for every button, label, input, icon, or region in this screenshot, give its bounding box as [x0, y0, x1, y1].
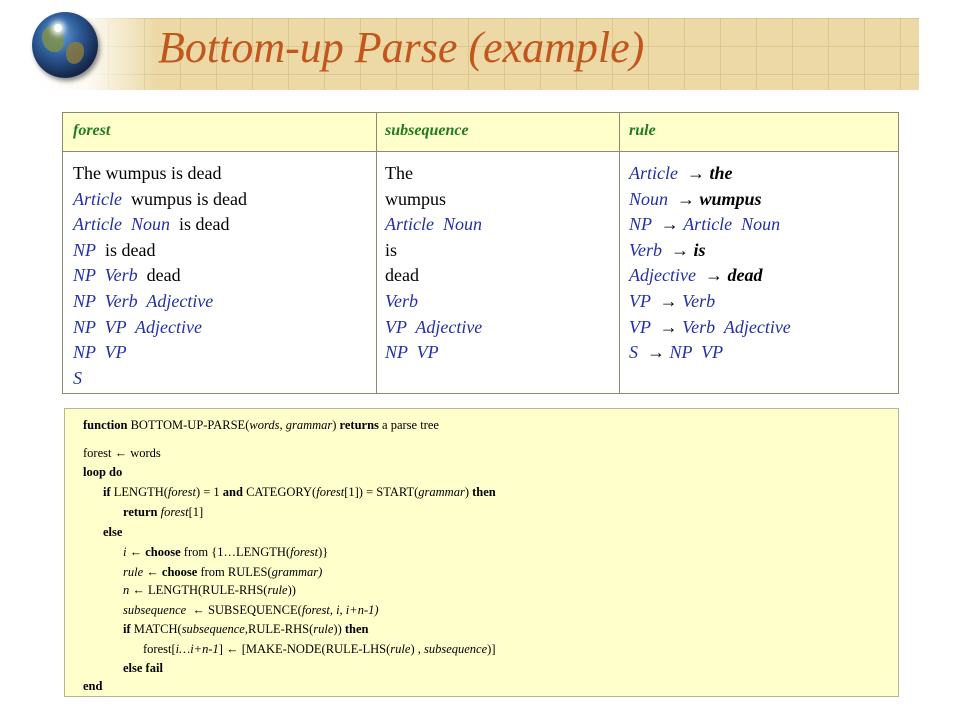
algorithm-text: rule: [390, 642, 411, 656]
table-text: wumpus is dead: [121, 188, 247, 209]
globe-shine: [54, 24, 62, 32]
slide-title: Bottom-up Parse (example): [158, 23, 645, 72]
algorithm-text: grammar: [418, 485, 465, 499]
algorithm-line: [123, 622, 368, 637]
subsequence-row: [385, 340, 482, 366]
algorithm-text: ] ← [MAKE-NODE(RULE-LHS(: [218, 642, 391, 656]
table-text: →: [656, 214, 684, 235]
algorithm-text: MATCH(: [130, 622, 182, 636]
table-text: →: [666, 239, 694, 260]
table-text: NP VP: [73, 342, 127, 363]
table-text: →: [700, 265, 728, 286]
algorithm-text: LENGTH(: [110, 485, 168, 499]
table-text: the: [709, 163, 733, 183]
algorithm-text: function: [83, 418, 128, 432]
algorithm-line: [83, 465, 122, 480]
algorithm-text: if: [123, 622, 131, 636]
forest-row: [73, 161, 247, 187]
parse-table: [62, 112, 899, 394]
algorithm-text: words, grammar: [249, 418, 333, 432]
algorithm-text: ) ,: [410, 642, 424, 656]
algorithm-text: forest: [167, 485, 196, 499]
algorithm-text: choose: [161, 565, 198, 579]
algorithm-text: forest ← words: [83, 446, 161, 460]
globe-land: [66, 42, 84, 64]
table-text: Article Noun: [385, 214, 482, 235]
algorithm-line: [123, 565, 322, 580]
table-text: NP Verb: [73, 265, 138, 286]
rule-row: [629, 340, 791, 366]
algorithm-text: [1]: [188, 505, 204, 519]
algorithm-text: )]: [487, 642, 496, 656]
algorithm-text: ): [464, 485, 473, 499]
algorithm-text: [1]) = START(: [344, 485, 419, 499]
algorithm-line: [123, 661, 163, 676]
algorithm-text: loop do: [83, 465, 123, 479]
table-text: S: [629, 342, 643, 363]
table-text: →: [642, 342, 670, 363]
algorithm-text: end: [83, 679, 103, 693]
algorithm-line: [123, 583, 296, 598]
algorithm-text: CATEGORY(: [242, 485, 317, 499]
table-text: VP Adjective: [385, 316, 483, 337]
algorithm-text: then: [472, 485, 496, 499]
algorithm-text: forest[: [143, 642, 176, 656]
algorithm-text: and: [222, 485, 243, 499]
algorithm-line: [83, 446, 161, 461]
algorithm-text: ←: [126, 545, 146, 559]
rule-column: [629, 161, 791, 366]
algorithm-text: ) = 1: [195, 485, 223, 499]
table-text: Article: [629, 163, 683, 183]
algorithm-line: [83, 418, 439, 433]
algorithm-text: if: [103, 485, 111, 499]
column-divider: [376, 113, 377, 393]
table-text: is dead: [96, 239, 156, 260]
algorithm-text: forest: [290, 545, 319, 559]
algorithm-text: return: [123, 505, 158, 519]
algorithm-text: returns: [339, 418, 379, 432]
algorithm-text: subsequence: [423, 642, 488, 656]
table-header-row: [63, 113, 898, 152]
forest-row: [73, 212, 247, 238]
algorithm-text: )): [333, 622, 345, 636]
algorithm-text: rule: [313, 622, 334, 636]
table-text: →: [672, 188, 700, 209]
table-text: Article: [73, 188, 122, 209]
algorithm-line: [143, 642, 495, 657]
table-text: Article Noun: [73, 214, 170, 235]
algorithm-text: i: [123, 545, 127, 559]
algorithm-text: i…i+n-1: [175, 642, 219, 656]
header-rule: rule: [629, 122, 656, 139]
algorithm-text: rule: [123, 565, 144, 579]
forest-row: [73, 340, 247, 366]
algorithm-text: from RULES(: [197, 565, 272, 579]
algorithm-line: [83, 679, 102, 694]
algorithm-text: rule: [267, 583, 288, 597]
table-text: The wumpus is dead: [73, 163, 222, 183]
table-text: VP: [629, 290, 656, 311]
subsequence-column: [385, 161, 482, 366]
subsequence-row: [385, 315, 482, 341]
algorithm-text: ← SUBSEQUENCE(: [189, 603, 302, 617]
forest-row: [73, 315, 247, 341]
table-text: →: [655, 290, 683, 311]
table-text: Verb: [385, 290, 418, 311]
column-divider: [619, 113, 620, 393]
table-text: NP VP Adjective: [73, 316, 202, 337]
rule-row: [629, 161, 791, 187]
forest-row: [73, 289, 247, 315]
table-text: NP: [73, 239, 97, 260]
algorithm-text: else: [103, 525, 123, 539]
table-text: S: [73, 367, 82, 388]
table-text: →: [655, 316, 683, 337]
forest-row: [73, 238, 247, 264]
algorithm-text: then: [344, 622, 369, 636]
algorithm-text: ): [332, 418, 340, 432]
forest-row: [73, 366, 247, 392]
algorithm-box: [64, 408, 899, 697]
algorithm-text: BOTTOM-UP-PARSE(: [127, 418, 250, 432]
algorithm-line: [103, 485, 496, 500]
header-subsequence: subsequence: [385, 122, 469, 139]
table-text: is: [385, 239, 398, 260]
table-text: NP: [629, 214, 657, 235]
table-text: Article Noun: [683, 214, 781, 235]
algorithm-text: from {1…LENGTH(: [180, 545, 291, 559]
table-text: NP Verb Adjective: [73, 290, 214, 311]
rule-row: [629, 187, 791, 213]
table-text: →: [682, 163, 710, 183]
algorithm-text: subsequence: [123, 603, 190, 617]
algorithm-text: forest, i, i+n-1): [301, 603, 379, 617]
table-text: Verb: [629, 239, 667, 260]
algorithm-text: n: [123, 583, 130, 597]
table-text: wumpus: [699, 188, 762, 209]
algorithm-text: subsequence: [181, 622, 245, 636]
subsequence-row: [385, 212, 482, 238]
forest-column: [73, 161, 247, 391]
algorithm-text: grammar): [271, 565, 323, 579]
table-text: wumpus: [385, 188, 447, 209]
subsequence-row: [385, 161, 482, 187]
algorithm-text: else fail: [123, 661, 163, 675]
table-text: is dead: [170, 214, 230, 235]
table-text: Verb: [682, 290, 716, 311]
algorithm-text: ←: [143, 565, 162, 579]
algorithm-line: [123, 505, 203, 520]
globe-logo: [32, 12, 98, 78]
table-text: NP VP: [669, 342, 724, 363]
table-text: dead: [385, 265, 419, 286]
subsequence-row: [385, 238, 482, 264]
table-text: dead: [137, 265, 181, 286]
algorithm-text: )): [287, 583, 296, 597]
subsequence-row: [385, 187, 482, 213]
forest-row: [73, 263, 247, 289]
table-text: dead: [727, 265, 763, 286]
subsequence-row: [385, 263, 482, 289]
table-text: NP VP: [385, 342, 439, 363]
algorithm-text: ,RULE-RHS(: [244, 622, 314, 636]
algorithm-line: [123, 603, 379, 618]
algorithm-text: a parse tree: [378, 418, 439, 432]
table-text: is: [693, 239, 706, 260]
rule-row: [629, 315, 791, 341]
subsequence-row: [385, 289, 482, 315]
rule-row: [629, 263, 791, 289]
table-text: The: [385, 163, 413, 183]
algorithm-text: )}: [318, 545, 329, 559]
header-forest: forest: [73, 122, 111, 139]
rule-row: [629, 289, 791, 315]
table-text: Verb Adjective: [682, 316, 791, 337]
algorithm-line: [103, 525, 122, 540]
algorithm-text: forest: [160, 505, 189, 519]
algorithm-text: forest: [316, 485, 345, 499]
table-text: Noun: [629, 188, 673, 209]
algorithm-text: ← LENGTH(RULE-RHS(: [129, 583, 268, 597]
rule-row: [629, 212, 791, 238]
forest-row: [73, 187, 247, 213]
table-text: VP: [629, 316, 656, 337]
table-text: Adjective: [629, 265, 701, 286]
algorithm-text: choose: [145, 545, 181, 559]
algorithm-line: [123, 545, 328, 560]
rule-row: [629, 238, 791, 264]
